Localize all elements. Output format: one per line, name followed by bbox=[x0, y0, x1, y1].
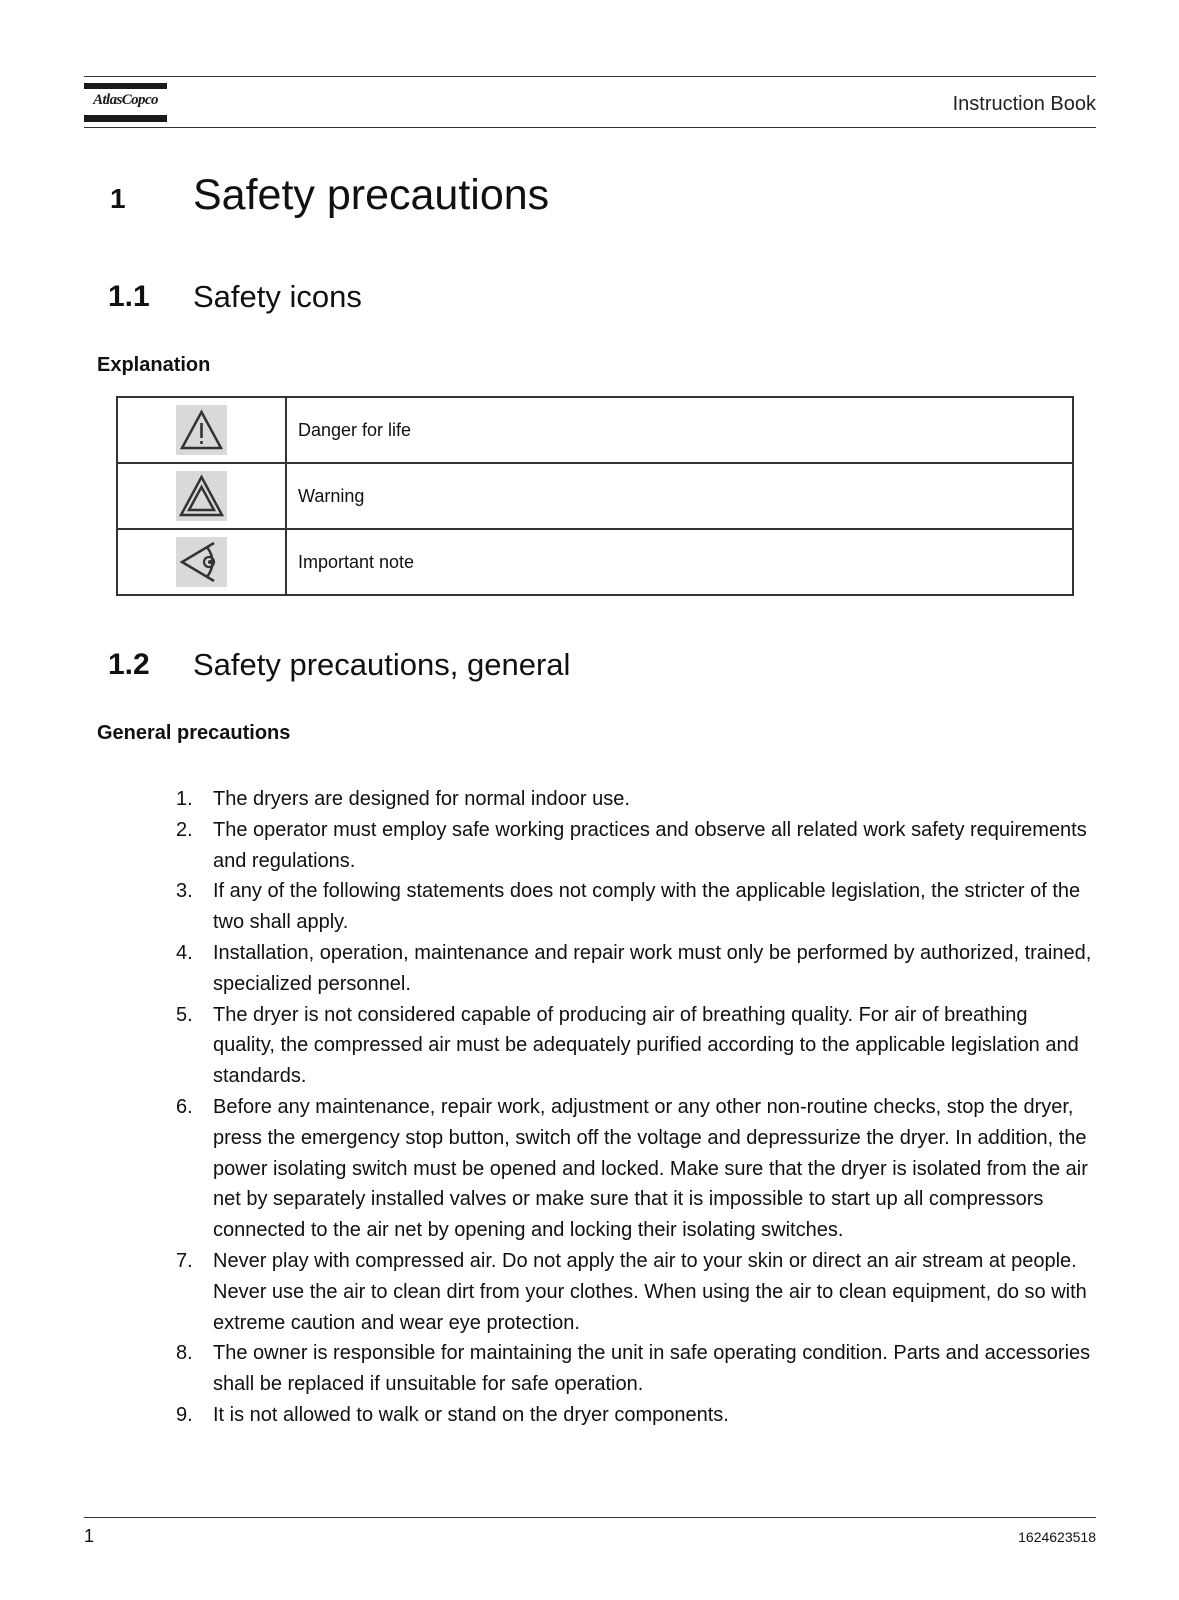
list-item: 5. The dryer is not considered capable of producing air of breathing quality. For air of breathing quality, the compressed air must be adequately purified according to the applicable legislation and standards. bbox=[176, 1003, 1079, 1088]
list-item: 6. Before any maintenance, repair work, adjustment or any other non-routine checks, stop the dryer, press the emergency stop button, switch off the voltage and depressurize the dryer. In addition, the power isolating switch must be opened and locked. Make sure that the dryer is isolated from the air net by separately installed valves or make sure that it is impossible to start up all compressors connected to the air net by opening and locking their isolating switches. bbox=[176, 1095, 1088, 1242]
list-item: 9. It is not allowed to walk or stand on the dryer components. bbox=[176, 1403, 729, 1426]
warning-double-triangle-icon bbox=[176, 471, 227, 521]
icon-label: Danger for life bbox=[286, 397, 1073, 463]
table-row bbox=[117, 529, 1073, 595]
document-code: 1624623518 bbox=[1018, 1529, 1096, 1545]
list-item: 8. The owner is responsible for maintaining the unit in safe operating condition. Parts and accessories shall be replaced if unsuitable for safe operation. bbox=[176, 1342, 1091, 1396]
section-title: Safety precautions bbox=[193, 171, 550, 219]
icon-label: Important note bbox=[286, 529, 1073, 595]
precautions-list bbox=[0, 784, 1100, 1431]
icon-label: Warning bbox=[286, 463, 1073, 529]
page-number: 1 bbox=[84, 1526, 95, 1546]
subsection-number: 1.2 bbox=[108, 648, 150, 681]
important-note-eye-icon bbox=[176, 537, 227, 587]
subsection-title: Safety icons bbox=[193, 279, 362, 314]
list-item: 1. The dryers are designed for normal indoor use. bbox=[176, 788, 630, 810]
safety-icons-table bbox=[116, 396, 1074, 596]
header-title: Instruction Book bbox=[952, 93, 1096, 115]
table-row bbox=[117, 397, 1073, 463]
table-row bbox=[117, 463, 1073, 529]
subsection-number: 1.1 bbox=[108, 280, 150, 313]
header-top-rule bbox=[84, 76, 1096, 77]
subsection-title: Safety precautions, general bbox=[193, 647, 571, 682]
danger-exclamation-triangle-icon bbox=[176, 405, 227, 455]
icon-cell bbox=[117, 529, 286, 595]
atlas-copco-logo: AtlasCopco bbox=[84, 83, 167, 125]
explanation-heading: Explanation bbox=[97, 354, 211, 376]
icon-cell bbox=[117, 463, 286, 529]
header-bottom-rule bbox=[84, 127, 1096, 128]
footer-rule bbox=[84, 1517, 1096, 1518]
list-item: 4. Installation, operation, maintenance and repair work must only be performed by authorized, trained, specialized personnel. bbox=[176, 941, 1092, 995]
section-number: 1 bbox=[110, 183, 126, 214]
list-item: 3. If any of the following statements does not comply with the applicable legislation, the stricter of the two shall apply. bbox=[176, 880, 1081, 934]
list-item: 2. The operator must employ safe working practices and observe all related work safety requirements and regulations. bbox=[176, 818, 1087, 872]
general-precautions-heading: General precautions bbox=[97, 722, 291, 744]
list-item: 7. Never play with compressed air. Do not apply the air to your skin or direct an air stream at people. Never use the air to clean dirt from your clothes. When using the air to clean equipment, do so with extreme caution and wear eye protection. bbox=[176, 1249, 1087, 1334]
icon-cell bbox=[117, 397, 286, 463]
